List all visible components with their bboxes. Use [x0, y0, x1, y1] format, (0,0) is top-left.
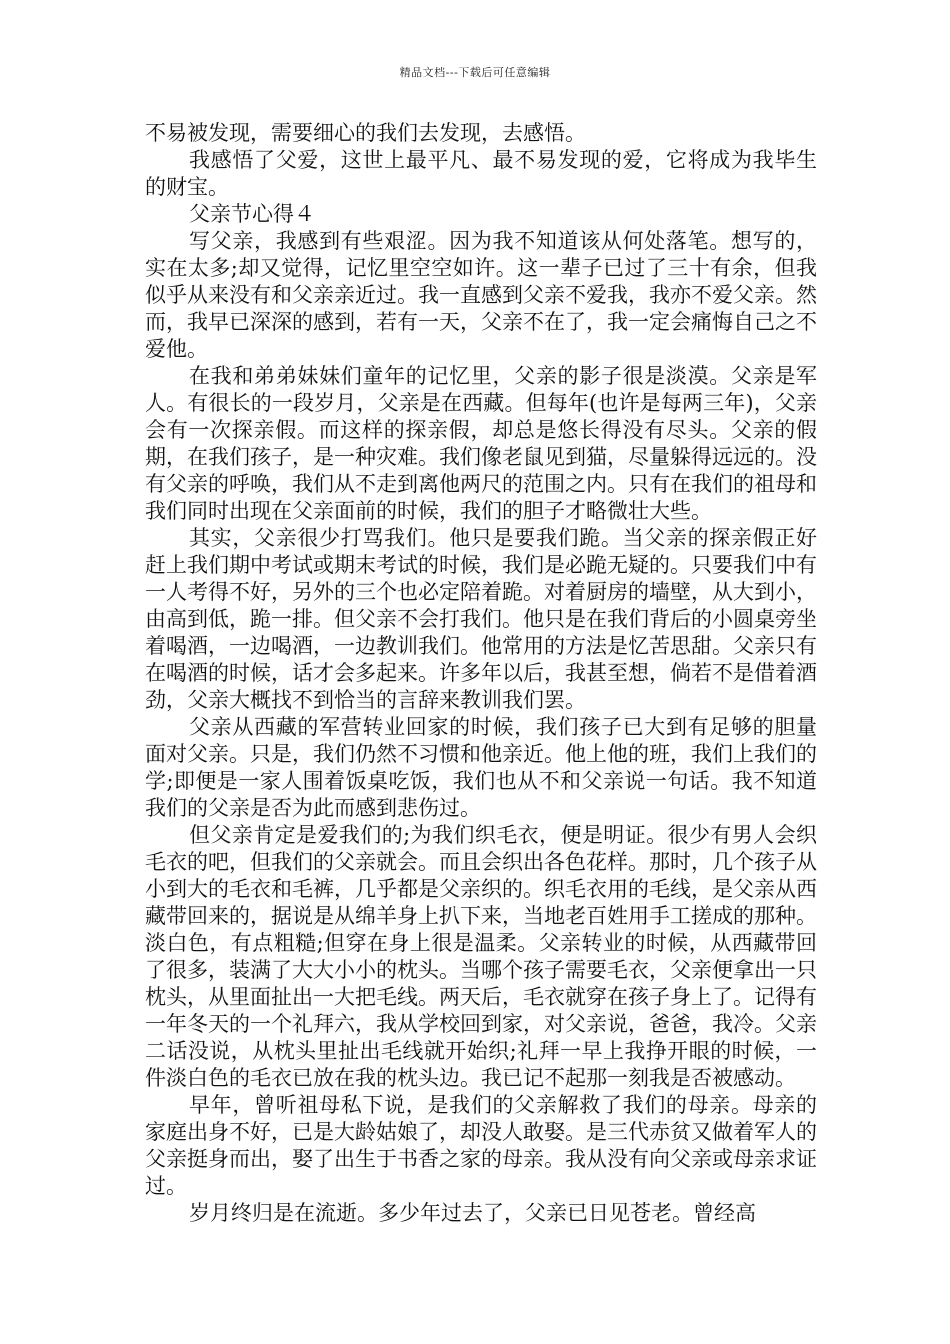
paragraph: 写父亲，我感到有些艰涩。因为我不知道该从何处落笔。想写的，实在太多;却又觉得，记忆里空空如许。这一辈子已过了三十有余，但我似乎从来没有和父亲亲近过。我一直感到父亲不爱我，我亦不爱父亲。然而，我早已深深的感到，若有一天，父亲不在了，我一定会痛悔自己之不爱他。 — [145, 229, 817, 361]
page-header: 精品文档---下载后可任意编辑 — [399, 66, 551, 79]
document-body — [145, 120, 817, 1227]
paragraph: 我感悟了父爱，这世上最平凡、最不易发现的爱，它将成为我毕生的财宝。 — [145, 148, 817, 199]
paragraph: 不易被发现，需要细心的我们去发现，去感悟。 — [145, 121, 586, 145]
section-title: 父亲节心得４ — [189, 202, 315, 226]
paragraph: 父亲从西藏的军营转业回家的时候，我们孩子已大到有足够的胆量面对父亲。只是，我们仍然不习惯和他亲近。他上他的班，我们上我们的学;即便是一家人围着饭桌吃饭，我们也从不和父亲说一句话。我不知道我们的父亲是否为此而感到悲伤过。 — [145, 715, 817, 820]
paragraph: 在我和弟弟妹妹们童年的记忆里，父亲的影子很是淡漠。父亲是军人。有很长的一段岁月，父亲是在西藏。但每年(也许是每两三年)，父亲会有一次探亲假。而这样的探亲假，却总是悠长得没有尽头。父亲的假期，在我们孩子，是一种灾难。我们像老鼠见到猫，尽量躲得远远的。没有父亲的呼唤，我们从不走到离他两尺的范围之内。只有在我们的祖母和我们同时出现在父亲面前的时候，我们的胆子才略微壮大些。 — [145, 364, 817, 523]
paragraph: 但父亲肯定是爱我们的;为我们织毛衣，便是明证。很少有男人会织毛衣的吧，但我们的父亲就会。而且会织出各色花样。那时，几个孩子从小到大的毛衣和毛裤，几乎都是父亲织的。织毛衣用的毛线，是父亲从西藏带回来的，据说是从绵羊身上扒下来，当地老百姓用手工搓成的那种。淡白色，有点粗糙;但穿在身上很是温柔。父亲转业的时候，从西藏带回了很多，装满了大大小小的枕头。当哪个孩子需要毛衣，父亲便拿出一只枕头，从里面扯出一大把毛线。两天后，毛衣就穿在孩子身上了。记得有一年冬天的一个礼拜六，我从学校回到家，对父亲说，爸爸，我冷。父亲二话没说，从枕头里扯出毛线就开始织;礼拜一早上我挣开眼的时候，一件淡白色的毛衣已放在我的枕头边。我已记不起那一刻我是否被感动。 — [145, 823, 817, 1090]
paragraph: 岁月终归是在流逝。多少年过去了，父亲已日见苍老。曾经高 — [189, 1201, 756, 1225]
paragraph: 早年，曾听祖母私下说，是我们的父亲解救了我们的母亲。母亲的家庭出身不好，已是大龄姑娘了，却没人敢娶。是三代赤贫又做着军人的父亲挺身而出，娶了出生于书香之家的母亲。我从没有向父亲或母亲求证过。 — [145, 1093, 817, 1198]
paragraph: 其实，父亲很少打骂我们。他只是要我们跪。当父亲的探亲假正好赶上我们期中考试或期末考试的时候，我们是必跪无疑的。只要我们中有一人考得不好，另外的三个也必定陪着跪。对着厨房的墙壁，从大到小，由高到低，跪一排。但父亲不会打我们。他只是在我们背后的小圆桌旁坐着喝酒，一边喝酒，一边教训我们。他常用的方法是忆苦思甜。父亲只有在喝酒的时候，话才会多起来。许多年以后，我甚至想，倘若不是借着酒劲，父亲大概找不到恰当的言辞来教训我们罢。 — [145, 526, 817, 712]
